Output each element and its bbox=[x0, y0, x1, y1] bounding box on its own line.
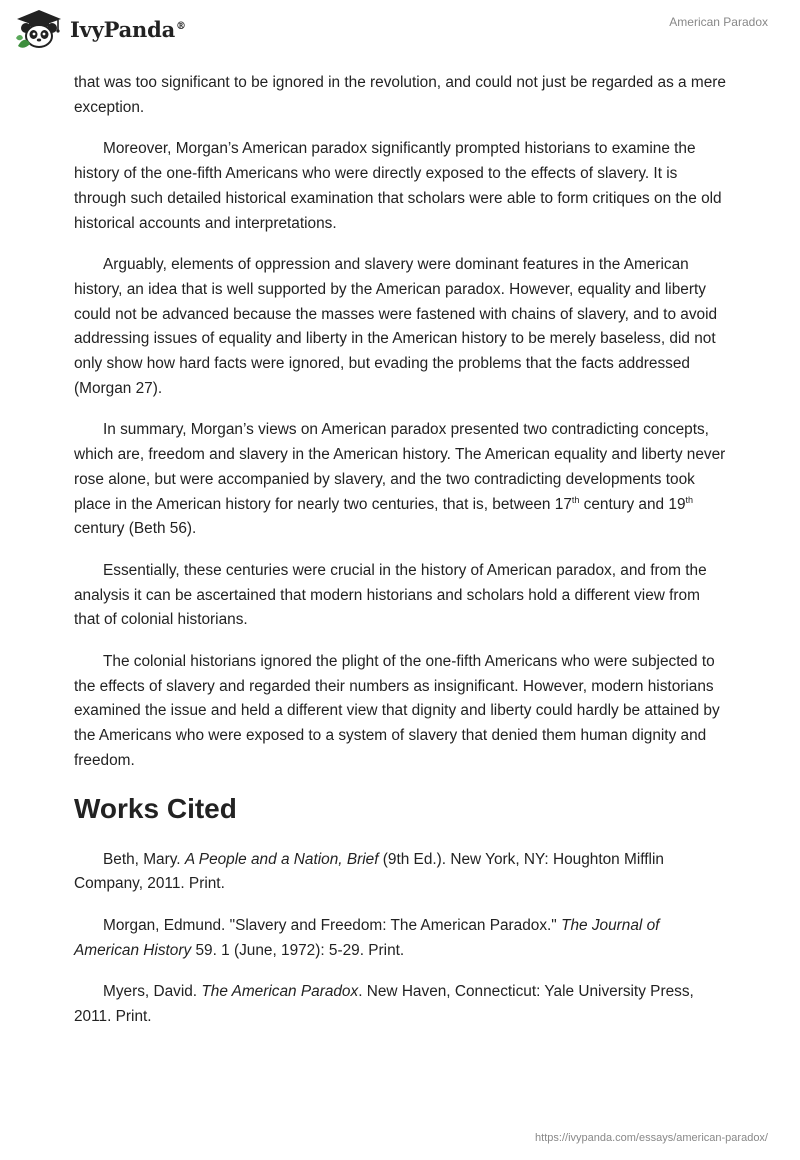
superscript: th bbox=[685, 494, 694, 505]
paragraph: Essentially, these centuries were crucial in the history of American paradox, and from the analysis it can be ascertained that modern historians and scholars hold a different view from that of colonial historians. bbox=[74, 561, 707, 629]
paragraph-text: century (Beth 56). bbox=[74, 520, 197, 538]
superscript: th bbox=[571, 494, 580, 505]
essay-content bbox=[74, 71, 726, 1047]
citation-title: A People and a Nation, Brief bbox=[184, 850, 379, 868]
paragraph: Arguably, elements of oppression and slavery were dominant features in the American history, an idea that is well supported by the American paradox. However, equality and liberty could not be advanced because the masses were fastened with chains of slavery, and to avoid addressing issues of equality and liberty in the American history to be merely baseless, did not only show how hard facts were ignored, but evading the problems that the facts addressed (Morgan 27). bbox=[74, 256, 718, 397]
citation-title: The Journal of American History bbox=[74, 916, 660, 959]
source-url[interactable]: https://ivypanda.com/essays/american-paradox/ bbox=[535, 1132, 768, 1144]
citation-text: . New Haven, Connecticut: Yale University Press, 2011. Print. bbox=[74, 983, 694, 1026]
paragraph-text: century and 19 bbox=[579, 495, 686, 513]
page-header bbox=[0, 0, 800, 64]
citation-text: 59. 1 (June, 1972): 5-29. Print. bbox=[191, 941, 405, 959]
citation bbox=[74, 848, 726, 897]
citation-text: (9th Ed.). New York, NY: Houghton Mifflin Company, 2011. Print. bbox=[74, 850, 664, 893]
paragraph-text: In summary, Morgan’s views on American paradox presented two contradicting concepts, which are, freedom and slavery in the American history. The American equality and liberty never rose alone, but were accompanied by slavery, and the two contradicting developments took place in the American history for nearly two centuries, that is, between 17 bbox=[74, 421, 726, 513]
brand-logo[interactable] bbox=[14, 8, 186, 50]
paragraph: The colonial historians ignored the plight of the one-fifth Americans who were subjected to the effects of slavery and regarded their numbers as insignificant. However, modern historians examined the issue and held a different view that dignity and liberty could hardly be attained by the Americans who were exposed to a system of slavery that denied them human dignity and freedom. bbox=[74, 653, 720, 769]
citation-text: Myers, David. bbox=[103, 983, 202, 1001]
works-cited-heading: Works Cited bbox=[74, 792, 237, 824]
citation-text: Beth, Mary. bbox=[103, 850, 185, 868]
paragraph: Moreover, Morgan’s American paradox significantly prompted historians to examine the history of the one-fifth Americans who were directly exposed to the effects of slavery. It is through such detailed historical examination that scholars were able to form critiques on the old historical accounts and interpretations. bbox=[74, 140, 722, 232]
paragraph bbox=[74, 418, 726, 542]
citation-text: Morgan, Edmund. "Slavery and Freedom: The American Paradox." bbox=[103, 916, 562, 934]
brand-name: IvyPanda® bbox=[70, 16, 186, 42]
registered-mark: ® bbox=[176, 20, 186, 32]
document-title: American Paradox bbox=[669, 15, 768, 29]
citation bbox=[74, 914, 726, 963]
panda-graduate-icon bbox=[14, 8, 64, 50]
paragraph: that was too significant to be ignored in the revolution, and could not just be regarded as a mere exception. bbox=[74, 74, 726, 116]
citation bbox=[74, 980, 726, 1029]
citation-title: The American Paradox bbox=[201, 983, 359, 1001]
